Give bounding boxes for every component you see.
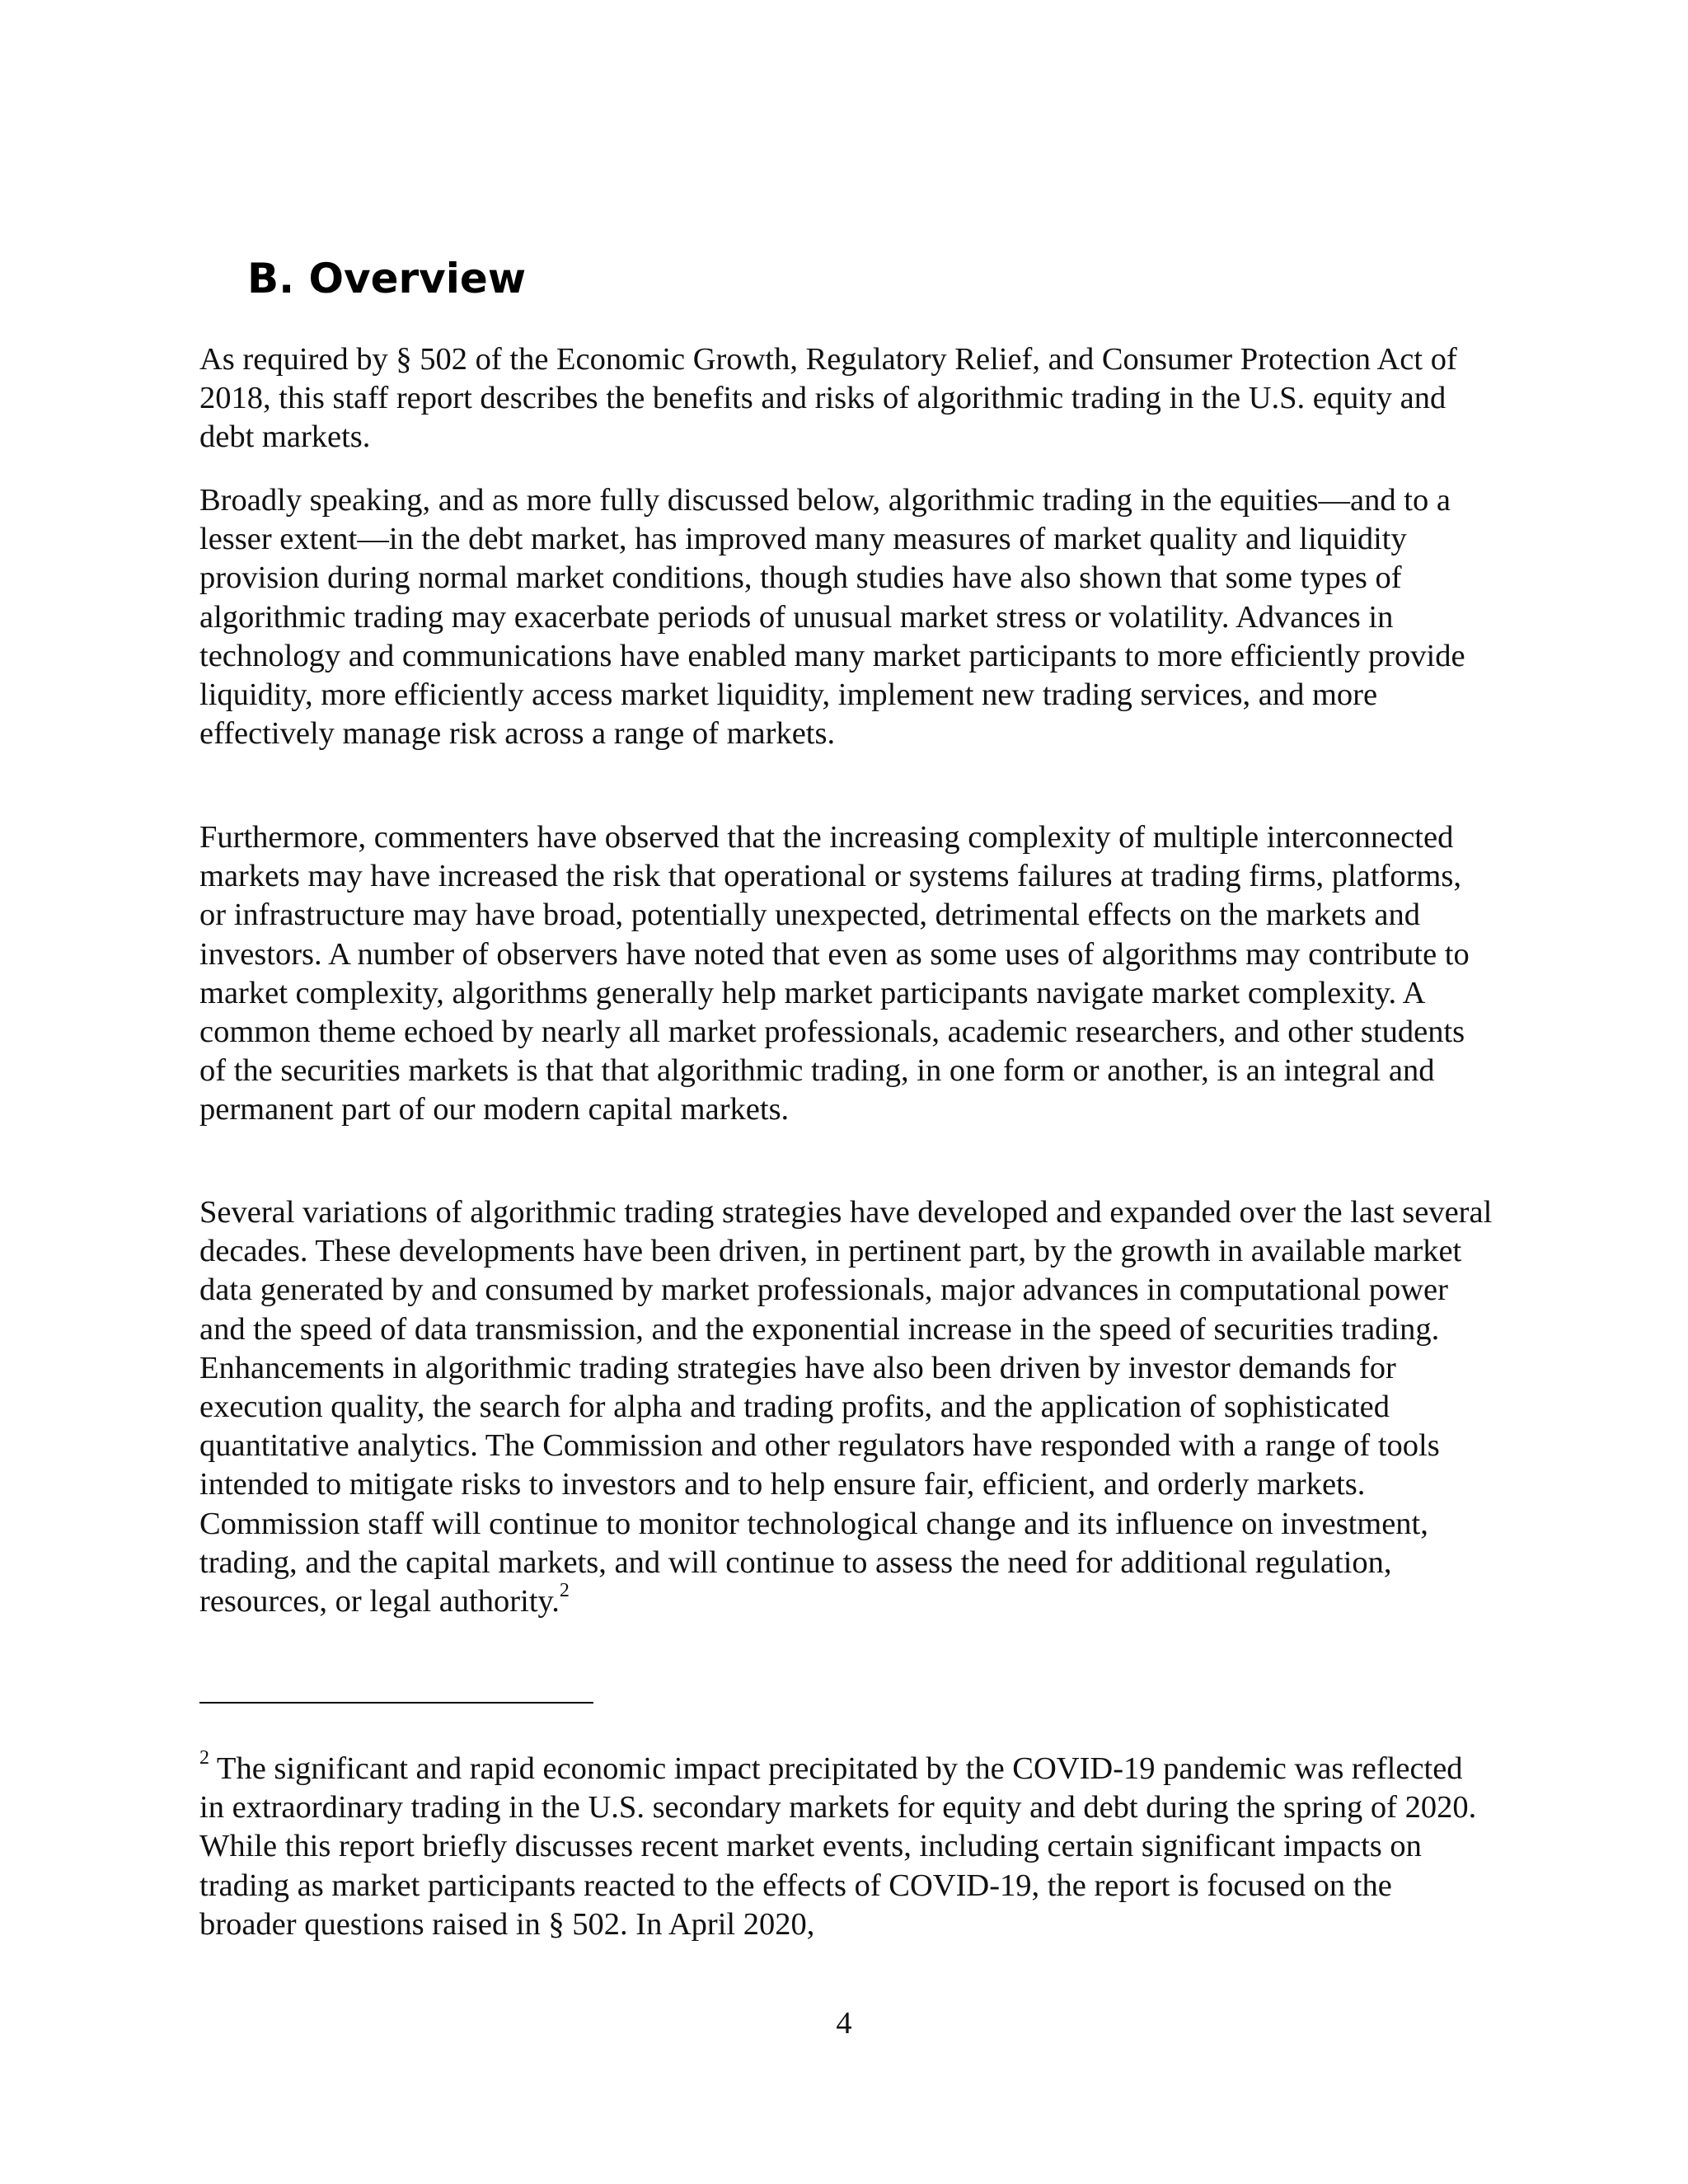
paragraph-benefits: Broadly speaking, and as more fully discussed below, algorithmic trading in the equities—and to a lesser extent—in the debt market, has improved many measures of market quality and liquidity provision during normal market conditions, though studies have also shown that some types of algorithmic trading may exacerbate periods of unusual market stress or volatility. Advances in technology and communications have enabled many market participants to more efficiently provide liquidity, more efficiently access market liquidity, implement new trading services, and more effectively manage risk across a range of markets. [199, 483, 1465, 752]
footnote [199, 1747, 1493, 1944]
footnote-divider [199, 1702, 593, 1704]
footnote-marker: 2 [199, 1747, 209, 1769]
paragraph-risks: Furthermore, commenters have observed that the increasing complexity of multiple interconnected markets may have increased the risk that operational or systems failures at trading firms, platforms, or infrastructure may have broad, potentially unexpected, detrimental effects on the markets and investors. A number of observers have noted that even as some uses of algorithms may contribute to market complexity, algorithms generally help market participants navigate market complexity. A common theme echoed by nearly all market professionals, academic researchers, and other students of the securities markets is that that algorithmic trading, in one form or another, is an integral and permanent part of our modern capital markets. [199, 820, 1470, 1127]
page-number: 4 [836, 2006, 852, 2041]
paragraph-intro: As required by § 502 of the Economic Growth, Regulatory Relief, and Consumer Protection Act of 2018, this staff report describes the benefits and risks of algorithmic trading in the U.S. equity and debt markets. [199, 342, 1457, 455]
paragraph-developments [199, 1193, 1493, 1621]
paragraph-developments-text: Several variations of algorithmic trading strategies have developed and expanded over the last several decades. These developments have been driven, in pertinent part, by the growth in available market data generated by and consumed by market professionals, major advances in computational power and the speed of data transmission, and the exponential increase in the speed of securities trading. Enhancements in algorithmic trading strategies have also been driven by investor demands for execution quality, the search for alpha and trading profits, and the application of sophisticated quantitative analytics. The Commission and other regulators have responded with a range of tools intended to mitigate risks to investors and to help ensure fair, efficient, and orderly markets. Commission staff will continue to monitor technological change and its influence on investment, trading, and the capital markets, and will continue to assess the need for additional regulation, resources, or legal authority. [199, 1195, 1493, 1619]
section-heading: B. Overview [247, 255, 527, 302]
footnote-text: The significant and rapid economic impact precipitated by the COVID-19 pandemic was reflected in extraordinary trading in the U.S. secondary markets for equity and debt during the spring of 2020. While this report briefly discusses recent market events, including certain significant impacts on trading as market participants reacted to the effects of COVID-19, the report is focused on the broader questions raised in § 502. In April 2020, [199, 1751, 1477, 1942]
footnote-reference[interactable]: 2 [559, 1580, 570, 1602]
